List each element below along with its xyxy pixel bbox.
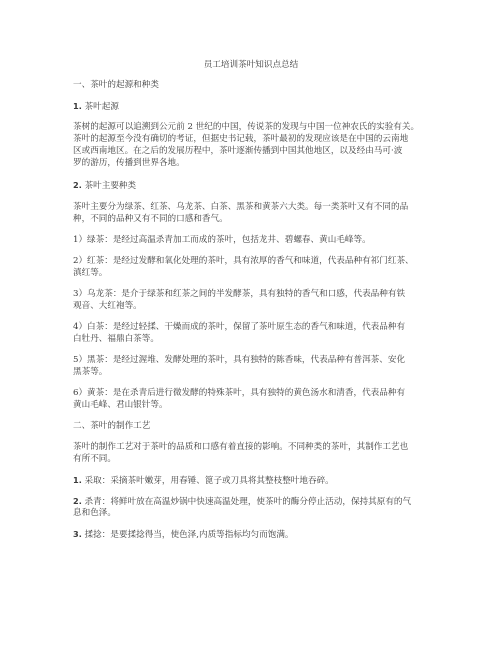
line-text: 有所不同。 (73, 454, 116, 464)
text-line (73, 301, 453, 312)
list-number: 3. (73, 529, 82, 539)
line-text: 采取：采摘茶叶嫩芽，用春锤、篦子或刀具将其整枝整叶地吞碎。 (84, 476, 334, 486)
numbered-heading-line (73, 475, 453, 487)
line-text: 二、茶叶的制作工艺 (73, 421, 151, 431)
line-text: 茶叶主要分为绿茶、红茶、乌龙茶、白茶、黑茶和黄茶六大类。每一类茶叶又有不同的品 (73, 202, 409, 212)
line-text: 茶叶的起源至今没有确切的考证，但据史书记载，茶叶最初的发现应该是在中国的云南地 (73, 134, 409, 144)
line-text: 茶叶起源 (84, 102, 119, 112)
text-line (73, 214, 453, 225)
line-text: 5）黑茶：是经过渥堆、发酵处理的茶叶，具有独特的陈香味，代表品种有普洱茶、安化 (73, 355, 406, 365)
text-line (73, 388, 453, 399)
numbered-heading-line (73, 101, 453, 113)
text-line (73, 80, 453, 91)
text-line (73, 122, 453, 133)
text-line (73, 355, 453, 366)
line-text: 白牡丹、福鼎白茶等。 (73, 334, 159, 344)
line-text: 茶叶主要种类 (84, 181, 137, 191)
list-number: 2. (73, 180, 82, 190)
line-text: 黑茶等。 (73, 367, 108, 377)
text-line (73, 202, 453, 213)
text-line (73, 400, 453, 411)
line-text: 3）乌龙茶：是介于绿茶和红茶之间的半发酵茶，具有独特的香气和口感，代表品种有铁 (73, 289, 406, 299)
text-line (73, 454, 453, 465)
line-text: 杀青：将鲜叶放在高温炒锅中快速高温处理，使茶叶的酶分停止活动，保持其原有的气 (84, 497, 412, 507)
line-text: 黄山毛峰、君山银针等。 (73, 400, 168, 410)
list-number: 1. (73, 475, 82, 485)
text-line (73, 256, 453, 267)
line-text: 罗的游历，传播到世界各地。 (73, 158, 185, 168)
line-text: 滇红等。 (73, 268, 108, 278)
document-title: 员工培训茶叶知识点总结 (203, 60, 299, 70)
numbered-heading-line (73, 529, 453, 541)
text-line (73, 322, 453, 333)
line-text: 茶叶的制作工艺对于茶叶的品质和口感有着直接的影响。不同种类的茶叶，其制作工艺也 (73, 442, 409, 452)
numbered-heading-line (73, 496, 453, 508)
text-line (73, 442, 453, 453)
text-line (73, 146, 453, 157)
text-line (73, 289, 453, 300)
text-line (73, 508, 453, 519)
numbered-heading-line (73, 180, 453, 192)
text-line (73, 158, 453, 169)
line-text: 茶树的起源可以追溯到公元前 2 世纪的中国，传说茶的发现与中国一位神农氏的实验有关。 (73, 122, 420, 132)
line-text: 一、茶叶的起源和种类 (73, 80, 159, 90)
line-text: 息和色泽。 (73, 508, 116, 518)
line-text: 2）红茶：是经过发酵和氧化处理的茶叶，具有浓厚的香气和味道，代表品种有祁门红茶、 (73, 256, 414, 266)
line-text: 1）绿茶：是经过高温杀青加工而成的茶叶，包括龙井、碧螺春、黄山毛峰等。 (73, 235, 371, 245)
line-text: 观音、大红袍等。 (73, 301, 142, 311)
text-line (73, 334, 453, 345)
text-line (73, 421, 453, 432)
line-text: 区或西南地区。在之后的发展历程中，茶叶逐渐传播到中国其他地区，以及经由马可·波 (73, 146, 403, 156)
line-text: 揉捻：是要揉捻得当，使色泽,内质等指标均匀而饱满。 (84, 530, 294, 540)
line-text: 6）黄茶：是在杀青后进行微发酵的特殊茶叶，具有独特的黄色汤水和清香，代表品种有 (73, 388, 406, 398)
text-line (73, 367, 453, 378)
line-text: 种，不同的品种又有不同的口感和香气。 (73, 214, 228, 224)
list-number: 2. (73, 496, 82, 506)
text-line (73, 235, 453, 246)
text-line (73, 134, 453, 145)
list-number: 1. (73, 101, 82, 111)
text-line (73, 268, 453, 279)
line-text: 4）白茶：是经过轻揉、干燥而成的茶叶，保留了茶叶原生态的香气和味道，代表品种有 (73, 322, 406, 332)
